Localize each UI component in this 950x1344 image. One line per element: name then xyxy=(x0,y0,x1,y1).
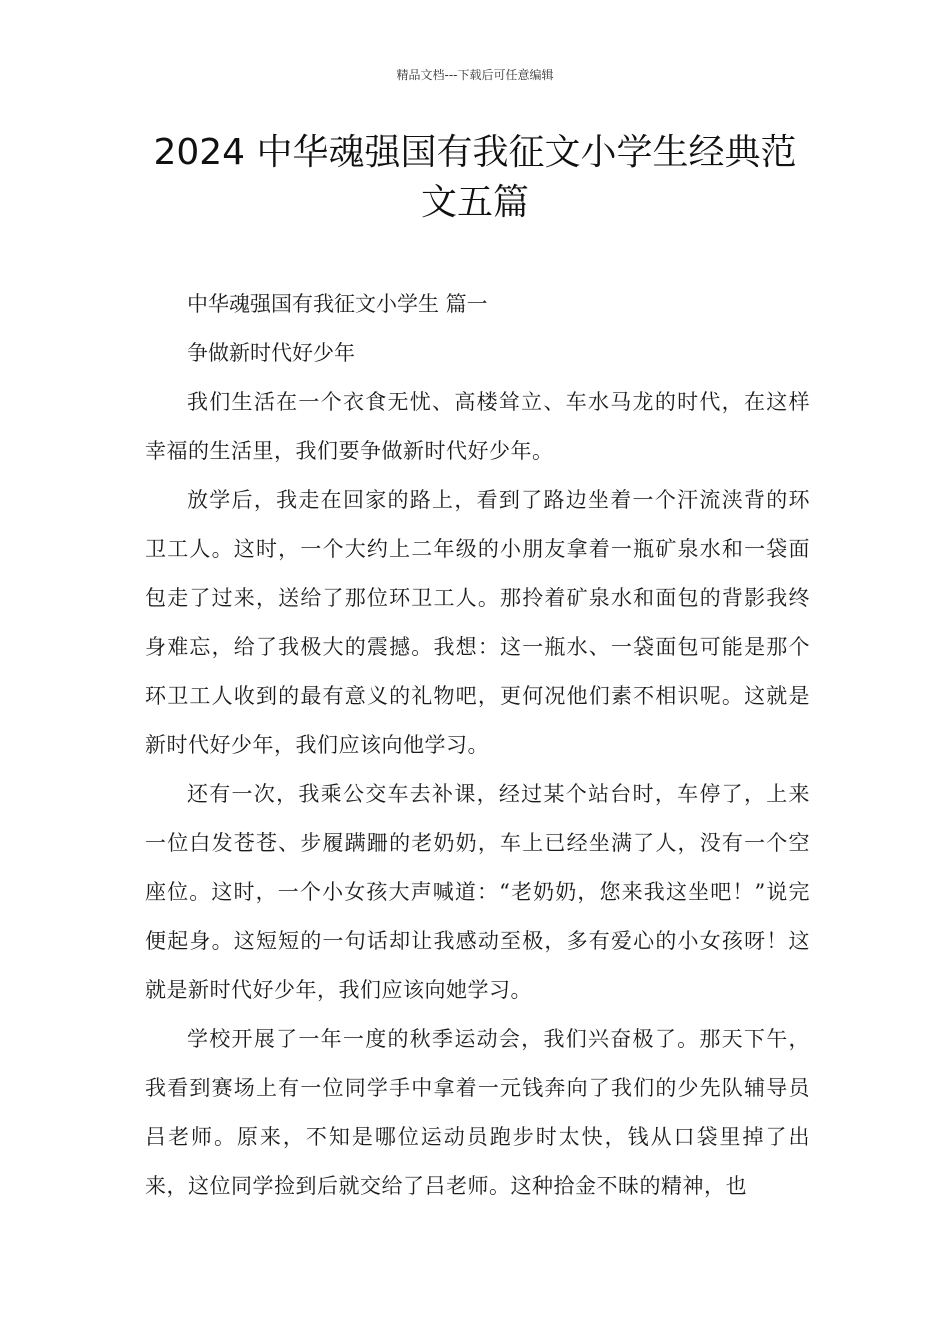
paragraph: 我们生活在一个衣食无忧、高楼耸立、车水马龙的时代，在这样幸福的生活里，我们要争做新时代好少年。 xyxy=(145,390,810,463)
paragraph: 还有一次，我乘公交车去补课，经过某个站台时，车停了，上来一位白发苍苍、步履蹒跚的老奶奶，车上已经坐满了人，没有一个空座位。这时，一个小女孩大声喊道：“老奶奶，您来我这坐吧！”说完便起身。这短短的一句话却让我感动至极，多有爱心的小女孩呀！这就是新时代好少年，我们应该向她学习。 xyxy=(145,782,810,1002)
document-body xyxy=(145,280,810,1211)
paragraph: 学校开展了一年一度的秋季运动会，我们兴奋极了。那天下午，我看到赛场上有一位同学手中拿着一元钱奔向了我们的少先队辅导员吕老师。原来，不知是哪位运动员跑步时太快，钱从口袋里掉了出来，这位同学捡到后就交给了吕老师。这种拾金不昧的精神，也 xyxy=(145,1027,810,1198)
document-title: 2024 中华魂强国有我征文小学生经典范文五篇 xyxy=(153,132,797,223)
section-heading: 中华魂强国有我征文小学生 篇一 xyxy=(187,292,488,316)
paragraph: 放学后，我走在回家的路上，看到了路边坐着一个汗流浃背的环卫工人。这时，一个大约上二年级的小朋友拿着一瓶矿泉水和一袋面包走了过来，送给了那位环卫工人。那拎着矿泉水和面包的背影我终身难忘，给了我极大的震撼。我想：这一瓶水、一袋面包可能是那个环卫工人收到的最有意义的礼物吧，更何况他们素不相识呢。这就是新时代好少年，我们应该向他学习。 xyxy=(145,488,810,757)
header-note: 精品文档---下载后可任意编辑 xyxy=(396,68,554,82)
essay-title: 争做新时代好少年 xyxy=(187,341,355,365)
